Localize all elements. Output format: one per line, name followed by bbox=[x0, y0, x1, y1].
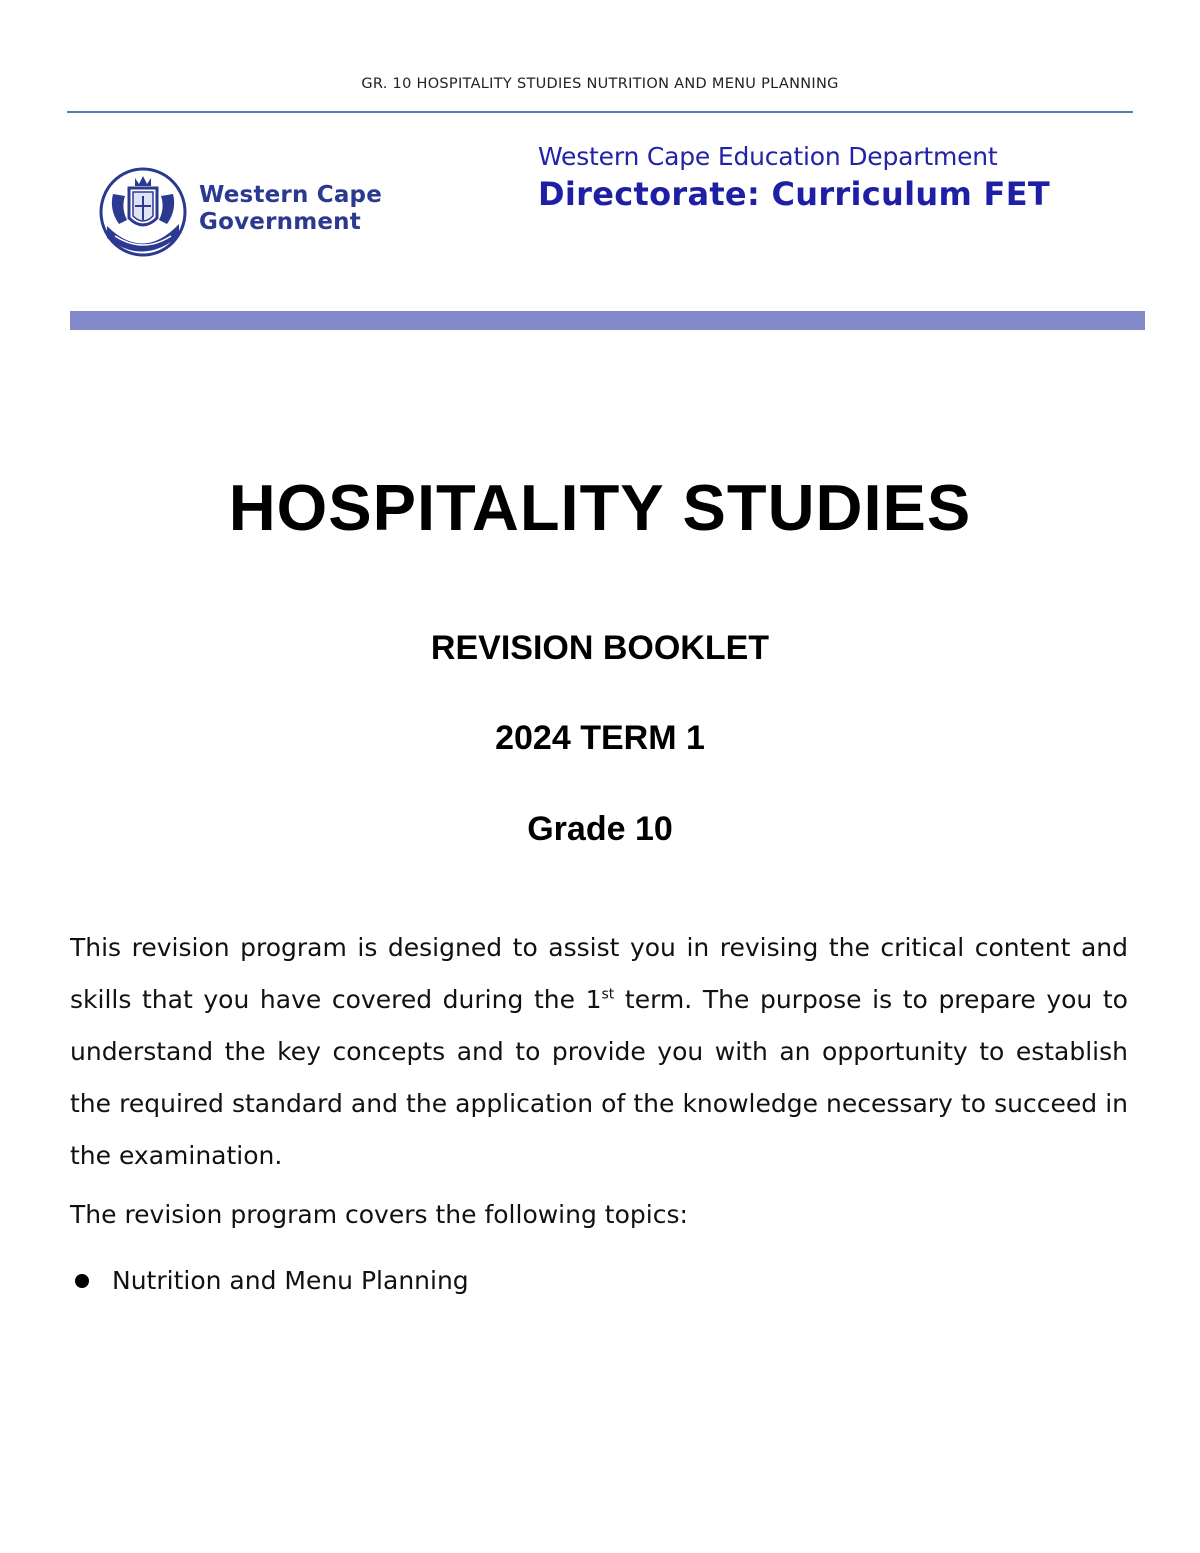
decorative-band bbox=[70, 311, 1145, 330]
intro-superscript: st bbox=[601, 986, 615, 1003]
topic-label: Nutrition and Menu Planning bbox=[112, 1266, 469, 1295]
logo-line-1: Western Cape bbox=[199, 182, 383, 208]
list-item bbox=[70, 1266, 469, 1295]
bullet-icon bbox=[75, 1274, 89, 1288]
subtitle-grade: Grade 10 bbox=[527, 810, 673, 848]
header-rule bbox=[67, 111, 1133, 113]
subtitle-term: 2024 TERM 1 bbox=[495, 719, 705, 757]
department-block bbox=[538, 142, 1050, 213]
running-header: GR. 10 HOSPITALITY STUDIES NUTRITION AND MENU PLANNING bbox=[361, 76, 839, 92]
subtitle-booklet: REVISION BOOKLET bbox=[430, 629, 770, 667]
coat-of-arms-icon bbox=[99, 166, 189, 258]
page-title: HOSPITALITY STUDIES bbox=[228, 471, 972, 544]
intro-part-1: This revision program is designed to assist you in revising the critical content and skills that you have covered during the 1 bbox=[70, 933, 1128, 1014]
intro-part-2: term. The purpose is to prepare you to understand the key concepts and to provide you with an opportunity to establish the required standard and the application of the knowledge necessary to succeed in the examination. bbox=[70, 985, 1128, 1170]
logo-line-2: Government bbox=[199, 209, 361, 235]
directorate: Directorate: Curriculum FET bbox=[538, 175, 1051, 213]
intro-paragraph bbox=[70, 922, 1128, 1182]
logo-text bbox=[199, 182, 382, 236]
topics-intro: The revision program covers the following topics: bbox=[70, 1200, 688, 1229]
department-name: Western Cape Education Department bbox=[538, 142, 998, 171]
western-cape-government-logo bbox=[99, 166, 409, 258]
